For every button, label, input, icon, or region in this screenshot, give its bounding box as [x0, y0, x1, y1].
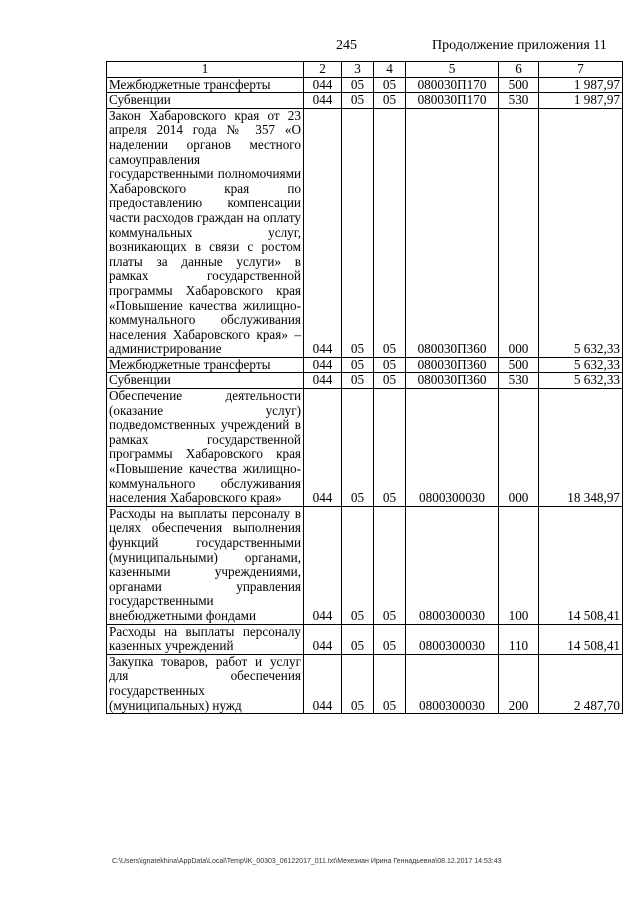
cell-amount: 14 508,41	[539, 506, 623, 624]
cell-subsection: 05	[374, 357, 406, 373]
budget-table	[106, 61, 623, 714]
cell-ministry: 044	[304, 389, 342, 507]
table-row	[107, 624, 623, 654]
cell-subsection: 05	[374, 624, 406, 654]
row-name: Межбюджетные трансферты	[107, 357, 304, 373]
cell-amount: 5 632,33	[539, 373, 623, 389]
cell-amount: 2 487,70	[539, 654, 623, 713]
column-header: 6	[499, 62, 539, 78]
cell-amount: 5 632,33	[539, 357, 623, 373]
cell-subsection: 05	[374, 373, 406, 389]
cell-target-code: 080030П360	[406, 373, 499, 389]
cell-ministry: 044	[304, 357, 342, 373]
cell-target-code: 0800300030	[406, 506, 499, 624]
column-header: 1	[107, 62, 304, 78]
table-row	[107, 93, 623, 109]
cell-ministry: 044	[304, 93, 342, 109]
table-row	[107, 77, 623, 93]
cell-section: 05	[342, 506, 374, 624]
cell-target-code: 0800300030	[406, 654, 499, 713]
column-header: 5	[406, 62, 499, 78]
row-name: Субвенции	[107, 373, 304, 389]
cell-amount: 18 348,97	[539, 389, 623, 507]
cell-expense-type: 530	[499, 93, 539, 109]
column-header: 4	[374, 62, 406, 78]
cell-expense-type: 000	[499, 108, 539, 357]
table-row	[107, 357, 623, 373]
cell-expense-type: 000	[499, 389, 539, 507]
cell-ministry: 044	[304, 373, 342, 389]
cell-target-code: 080030П360	[406, 357, 499, 373]
cell-expense-type: 530	[499, 373, 539, 389]
cell-expense-type: 200	[499, 654, 539, 713]
cell-section: 05	[342, 77, 374, 93]
cell-ministry: 044	[304, 654, 342, 713]
footer-file-path: C:\Users\ignatekhina\AppData\Local\Temp\IK_00303_06122017_011.txt\Мехезиан Ирина Геннадьевна\08.12.2017 14:53:43	[112, 858, 502, 865]
cell-section: 05	[342, 389, 374, 507]
cell-amount: 1 987,97	[539, 77, 623, 93]
row-name: Обеспечение деятельности (оказание услуг) подведомственных учреждений в рамках государственной программы Хабаровского края «Повышение качества жилищно-коммунального обслуживания населения Хабаровского края»	[107, 389, 304, 507]
cell-ministry: 044	[304, 624, 342, 654]
row-name: Расходы на выплаты персоналу в целях обеспечения выполнения функций государственными (муниципальными) органами, казенными учреждениями, органами управления государственными внебюджетными фондами	[107, 506, 304, 624]
cell-subsection: 05	[374, 506, 406, 624]
cell-target-code: 080030П360	[406, 108, 499, 357]
table-row	[107, 506, 623, 624]
table-row	[107, 654, 623, 713]
cell-target-code: 080030П170	[406, 77, 499, 93]
cell-amount: 5 632,33	[539, 108, 623, 357]
cell-section: 05	[342, 624, 374, 654]
cell-expense-type: 110	[499, 624, 539, 654]
row-name: Закупка товаров, работ и услуг для обеспечения государственных (муниципальных) нужд	[107, 654, 304, 713]
row-name: Межбюджетные трансферты	[107, 77, 304, 93]
cell-expense-type: 500	[499, 77, 539, 93]
cell-ministry: 044	[304, 506, 342, 624]
cell-target-code: 080030П170	[406, 93, 499, 109]
cell-section: 05	[342, 373, 374, 389]
cell-section: 05	[342, 357, 374, 373]
column-header: 7	[539, 62, 623, 78]
cell-ministry: 044	[304, 77, 342, 93]
column-header: 3	[342, 62, 374, 78]
cell-amount: 14 508,41	[539, 624, 623, 654]
row-name: Закон Хабаровского края от 23 апреля 2014 года № 357 «О наделении органов местного самоуправления государственными полномочиями Хабаровского края по предоставлению компенсации части расходов граждан на оплату коммунальных услуг, возникающих в связи с ростом платы за данные услуги» в рамках государственной программы Хабаровского края «Повышение качества жилищно-коммунального обслуживания населения Хабаровского края» – администрирование	[107, 108, 304, 357]
cell-subsection: 05	[374, 77, 406, 93]
cell-subsection: 05	[374, 108, 406, 357]
cell-section: 05	[342, 108, 374, 357]
table-header-row	[107, 62, 623, 78]
table-row	[107, 108, 623, 357]
page-number: 245	[336, 38, 357, 53]
cell-subsection: 05	[374, 389, 406, 507]
table-row	[107, 373, 623, 389]
row-name: Субвенции	[107, 93, 304, 109]
cell-target-code: 0800300030	[406, 389, 499, 507]
cell-amount: 1 987,97	[539, 93, 623, 109]
table-row	[107, 389, 623, 507]
cell-target-code: 0800300030	[406, 624, 499, 654]
column-header: 2	[304, 62, 342, 78]
row-name: Расходы на выплаты персоналу казенных учреждений	[107, 624, 304, 654]
cell-section: 05	[342, 654, 374, 713]
cell-expense-type: 100	[499, 506, 539, 624]
page-caption: Продолжение приложения 11	[432, 38, 607, 53]
cell-subsection: 05	[374, 93, 406, 109]
cell-section: 05	[342, 93, 374, 109]
cell-expense-type: 500	[499, 357, 539, 373]
cell-subsection: 05	[374, 654, 406, 713]
cell-ministry: 044	[304, 108, 342, 357]
